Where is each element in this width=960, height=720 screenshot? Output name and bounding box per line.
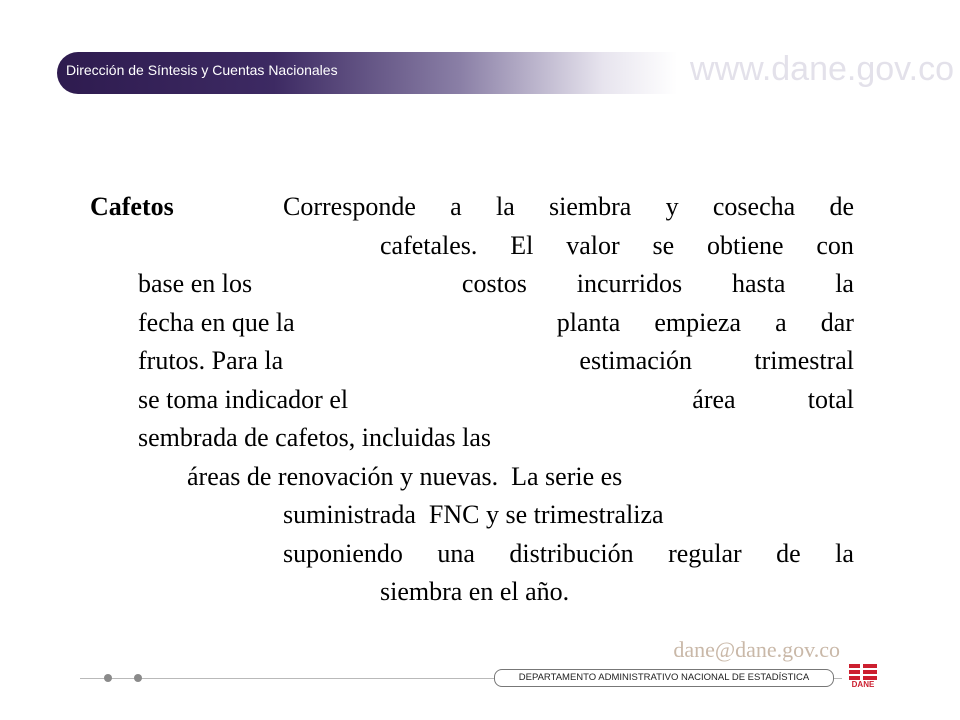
footer-dot	[104, 674, 112, 682]
term-heading: Cafetos	[90, 192, 174, 221]
text-line: frutos. Para la estimación trimestral	[138, 346, 854, 375]
footer-dot	[134, 674, 142, 682]
section-title: Dirección de Síntesis y Cuentas Nacionales	[66, 62, 338, 78]
website-url: www.dane.gov.co	[690, 50, 954, 88]
contact-email: dane@dane.gov.co	[673, 637, 840, 662]
text-line: siembra en el año.	[380, 577, 570, 606]
text-line: fecha en que la planta empieza a dar	[138, 307, 854, 337]
text-line: sembrada de cafetos, incluidas las	[138, 423, 492, 452]
text-line: base en los costos incurridos hasta la	[138, 269, 854, 298]
text-line: Corresponde a la siembra y cosecha de	[283, 192, 854, 221]
organization-label: DEPARTAMENTO ADMINISTRATIVO NACIONAL DE ESTADÍSTICA	[494, 669, 834, 687]
text-line: áreas de renovación y nuevas. La serie es	[187, 461, 623, 491]
text-line: se toma indicador el área total	[138, 384, 854, 414]
text-line: suministrada FNC y se trimestraliza	[283, 500, 664, 529]
dane-logo-text: DANE	[851, 680, 875, 689]
text-line: suponiendo una distribución regular de la	[283, 538, 854, 568]
text-line: cafetales. El valor se obtiene con	[380, 230, 854, 260]
